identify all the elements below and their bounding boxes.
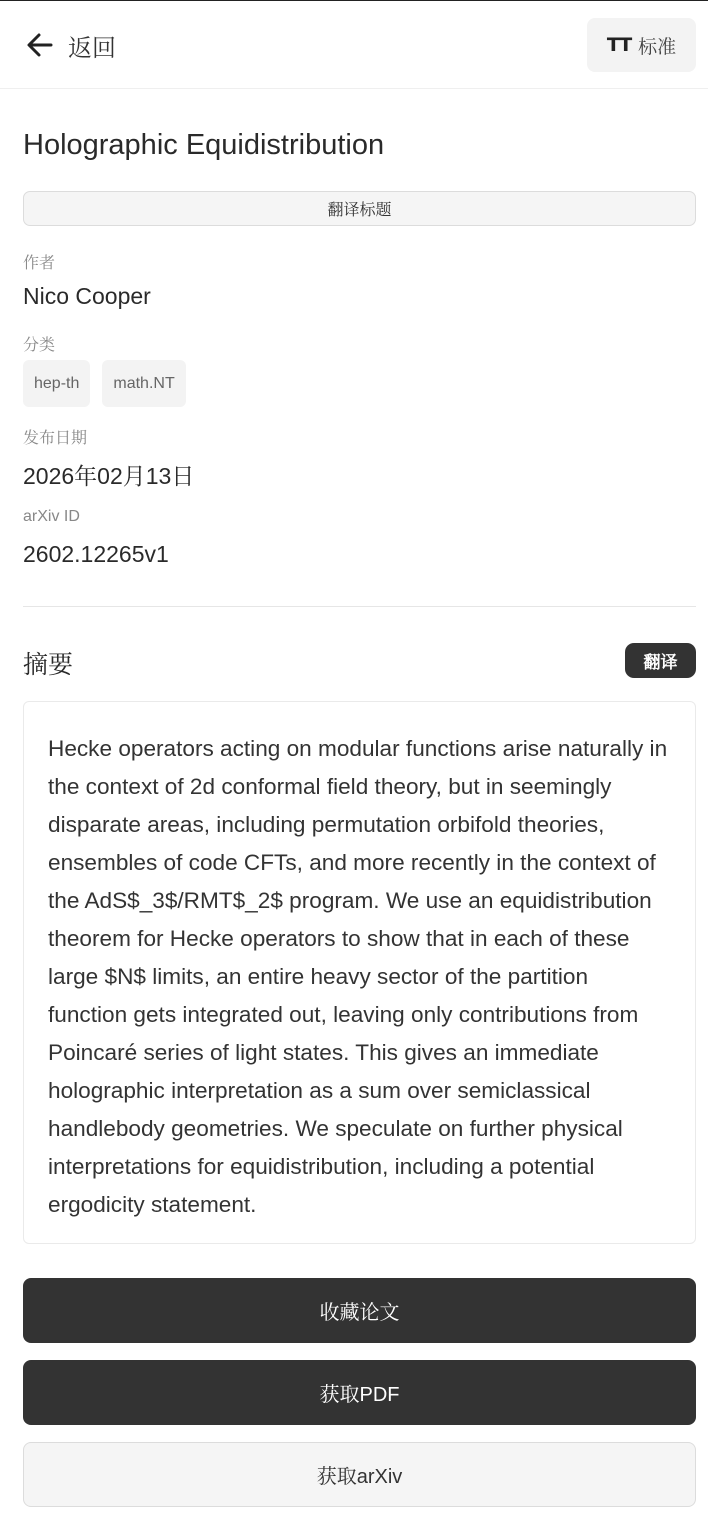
arrow-left-icon (26, 31, 54, 59)
translate-title-button[interactable]: 翻译标题 (23, 191, 696, 226)
font-size-label: 标准 (638, 36, 677, 58)
favorite-paper-button[interactable]: 收藏论文 (23, 1278, 696, 1343)
arxiv-id-value: 2602.12265v1 (23, 541, 169, 567)
font-size-button[interactable] (587, 18, 696, 72)
abstract-heading: 摘要 (23, 651, 74, 679)
date-value: 2026年02月13日 (23, 463, 195, 489)
category-label: 分类 (23, 337, 56, 354)
text-size-icon: TT (606, 34, 632, 56)
get-pdf-button[interactable]: 获取PDF (23, 1360, 696, 1425)
back-button[interactable] (26, 27, 116, 63)
abstract-text: Hecke operators acting on modular functions arise naturally in the context of 2d conformal field theory, but in seemingly disparate areas, including permutation orbifold theories, ensembles of code CFTs, and more recently in the context of the AdS$_3$/RMT$_2$ program. We use an equidistribution theorem for Hecke operators to show that in each of these large $N$ limits, an entire heavy sector of the partition function gets integrated out, leaving only contributions from Poincaré series of light states. This gives an immediate holographic interpretation as a sum over semiclassical handlebody geometries. We speculate on further physical interpretations for equidistribution, including a potential ergodicity statement. (48, 736, 668, 1217)
translate-abstract-button[interactable]: 翻译 (625, 643, 696, 678)
back-label: 返回 (68, 34, 116, 62)
arxiv-id-label: arXiv ID (23, 508, 80, 525)
paper-title: Holographic Equidistribution (23, 129, 385, 161)
category-tag[interactable]: math.NT (102, 360, 185, 407)
abstract-box (23, 701, 696, 1244)
category-tags (23, 360, 186, 407)
date-label: 发布日期 (23, 430, 88, 447)
author-label: 作者 (23, 255, 56, 272)
get-arxiv-button[interactable]: 获取arXiv (23, 1442, 696, 1507)
top-bar (0, 1, 708, 89)
author-value: Nico Cooper (23, 283, 151, 309)
category-tag[interactable]: hep-th (23, 360, 90, 407)
section-divider (23, 606, 696, 607)
